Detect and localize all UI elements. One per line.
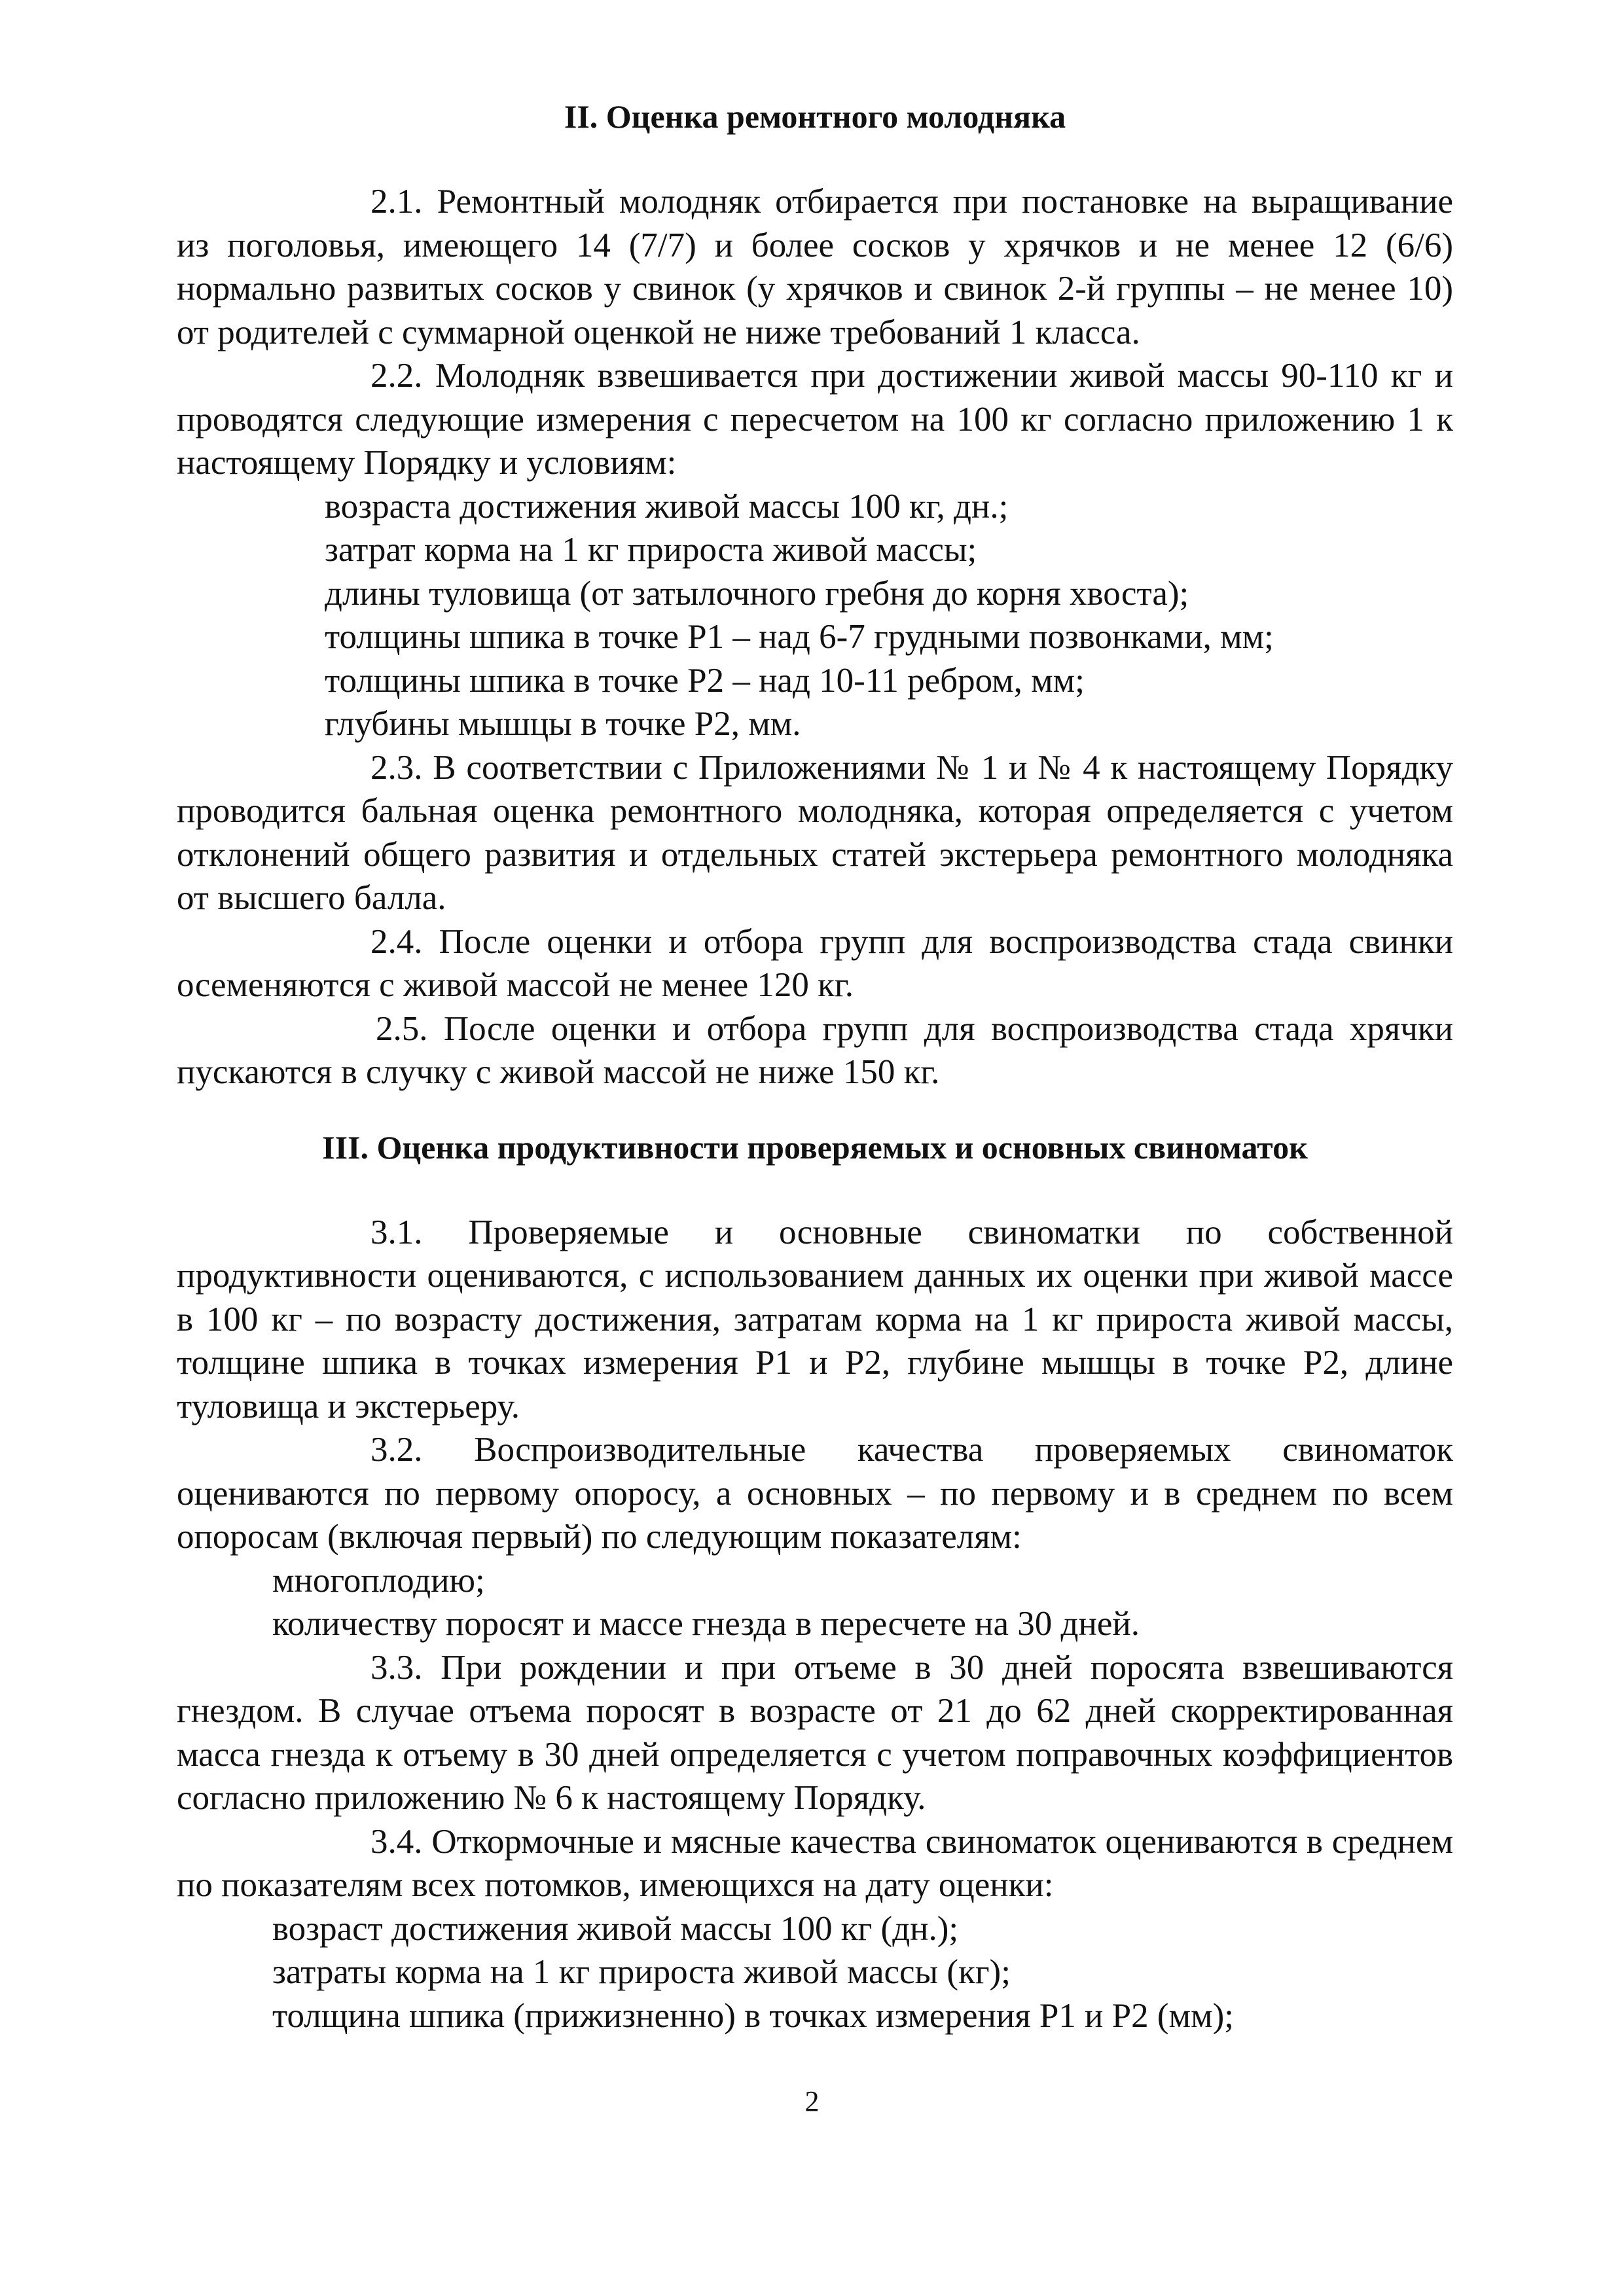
indicator-item: толщина шпика (прижизненно) в точках измерения Р1 и Р2 (мм); bbox=[272, 1996, 1234, 2035]
paragraph-3-1: 3.1. Проверяемые и основные свиноматки по собственной продуктивности оцениваются, с использованием данных их оценки при живой массе в 100 кг – по возрасту достижения, затратам корма на 1 кг прироста живой массы, толщине шпика в точках измерения Р1 и Р2, глубине мышцы в точке Р2, длине туловища и экстерьеру. bbox=[177, 1213, 1453, 1426]
measurement-item: толщины шпика в точке Р1 – над 6-7 грудными позвонками, мм; bbox=[325, 618, 1274, 656]
paragraph-2-5: 2.5. После оценки и отбора групп для воспроизводства стада хрячки пускаются в случку с живой массой не ниже 150 кг. bbox=[177, 1009, 1453, 1091]
paragraph-2-4: 2.4. После оценки и отбора групп для воспроизводства стада свинки осеменяются с живой массой не менее 120 кг. bbox=[177, 922, 1453, 1004]
paragraph-3-4: 3.4. Откормочные и мясные качества свиноматок оцениваются в среднем по показателям всех потомков, имеющихся на дату оценки: bbox=[177, 1822, 1453, 1904]
indicator-item: количеству поросят и массе гнезда в пересчете на 30 дней. bbox=[272, 1605, 1140, 1643]
section-3-title: III. Оценка продуктивности проверяемых и основных свиноматок bbox=[322, 1128, 1308, 1166]
measurement-item: глубины мышцы в точке Р2, мм. bbox=[325, 705, 801, 743]
paragraph-2-2: 2.2. Молодняк взвешивается при достижении живой массы 90-110 кг и проводятся следующие измерения с пересчетом на 100 кг согласно приложению 1 к настоящему Порядку и условиям: bbox=[177, 357, 1453, 482]
measurement-item: толщины шпика в точке Р2 – над 10-11 ребром, мм; bbox=[325, 661, 1085, 700]
section-2-title: II. Оценка ремонтного молодняка bbox=[564, 98, 1066, 135]
indicator-item: затраты корма на 1 кг прироста живой массы (кг); bbox=[272, 1953, 1011, 1991]
paragraph-2-3: 2.3. В соответствии с Приложениями № 1 и № 4 к настоящему Порядку проводится бальная оценка ремонтного молодняка, которая определяется с учетом отклонений общего развития и отдельных статей экстерьера ремонтного молодняка от высшего балла. bbox=[177, 748, 1453, 917]
measurement-item: возраста достижения живой массы 100 кг, дн.; bbox=[325, 487, 1009, 526]
indicator-item: возраст достижения живой массы 100 кг (дн.); bbox=[272, 1909, 959, 1948]
paragraph-3-2: 3.2. Воспроизводительные качества проверяемых свиноматок оцениваются по первому опоросу, а основных – по первому и в среднем по всем опоросам (включая первый) по следующим показателям: bbox=[177, 1431, 1453, 1556]
measurement-item: затрат корма на 1 кг прироста живой массы; bbox=[325, 531, 977, 569]
measurement-item: длины туловища (от затылочного гребня до корня хвоста); bbox=[325, 574, 1189, 613]
paragraph-3-3: 3.3. При рождении и при отъеме в 30 дней поросята взвешиваются гнездом. В случае отъема поросят в возрасте от 21 до 62 дней скорректированная масса гнезда к отъему в 30 дней определяется с учетом поправочных коэффициентов согласно приложению № 6 к настоящему Порядку. bbox=[177, 1648, 1453, 1817]
page-content bbox=[177, 95, 1453, 2037]
indicator-item: многоплодию; bbox=[272, 1561, 485, 1600]
page-number: 2 bbox=[804, 2085, 820, 2117]
paragraph-2-1: 2.1. Ремонтный молодняк отбирается при постановке на выращивание из поголовья, имеющего 14 (7/7) и более сосков у хрячков и не менее 12 (6/6) нормально развитых сосков у свинок (у хрячков и свинок 2-й группы – не менее 10) от родителей с суммарной оценкой не ниже требований 1 класса. bbox=[177, 183, 1453, 351]
